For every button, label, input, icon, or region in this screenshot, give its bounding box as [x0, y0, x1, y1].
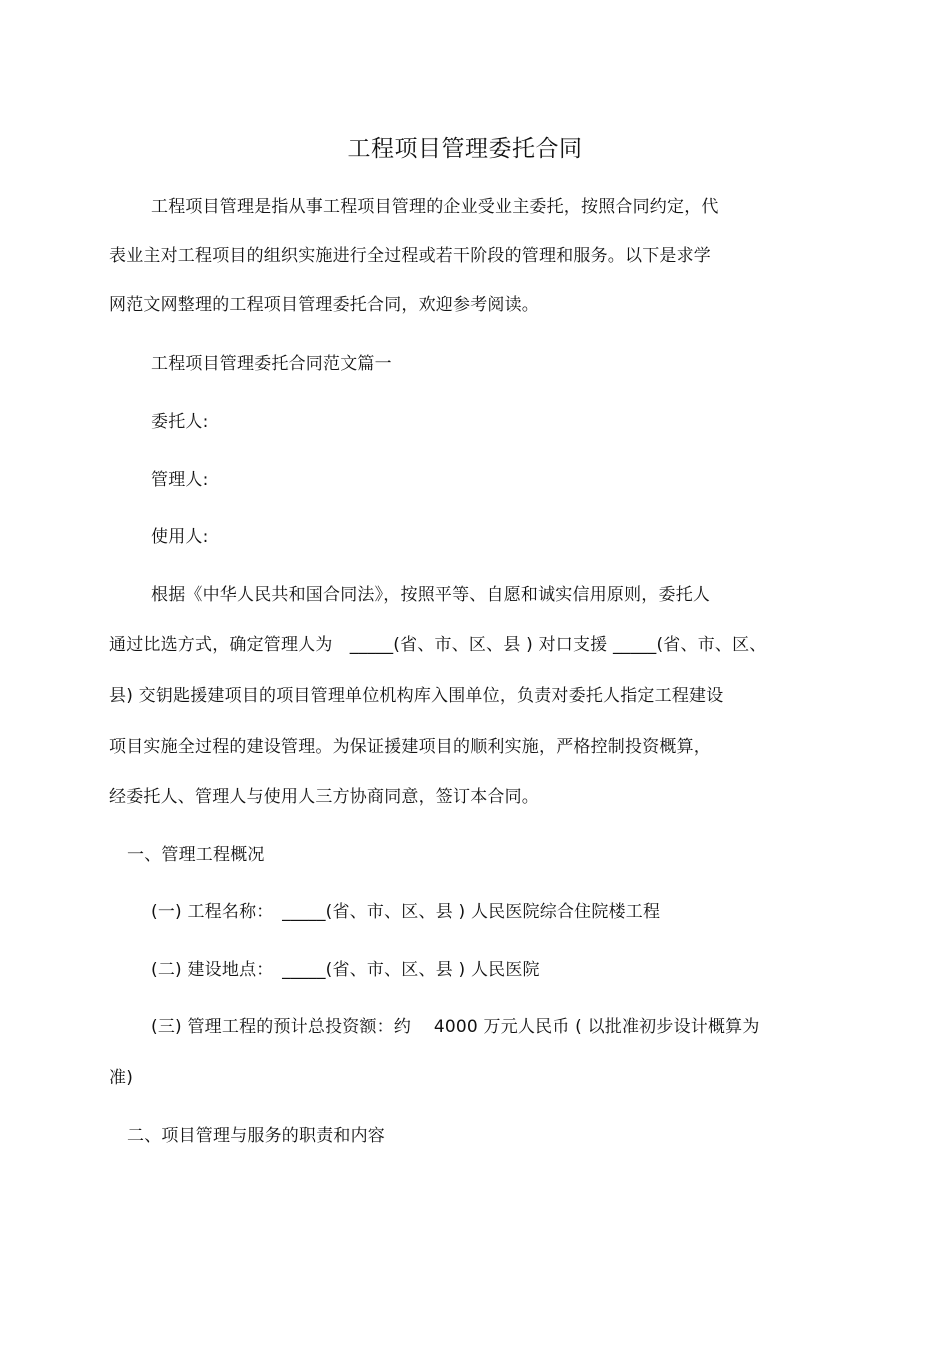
preamble-line-2: 通过比选方式，确定管理人为 _____(省、市、区、县 ) 对口支援 _____(省、市、区、 [109, 635, 767, 655]
preamble-line-3: 县) 交钥匙援建项目的项目管理单位机构库入围单位，负责对委托人指定工程建设 [109, 686, 724, 706]
preamble-line-5: 经委托人、管理人与使用人三方协商同意，签订本合同。 [109, 787, 539, 807]
preamble-line-4: 项目实施全过程的建设管理。为保证援建项目的顺利实施，严格控制投资概算， [109, 737, 711, 757]
section-title: 工程项目管理委托合同范文篇一 [151, 354, 392, 374]
article-1-item-3: (三) 管理工程的预计总投资额：约 4000 万元人民币 ( 以批准初步设计概算为 [151, 1017, 760, 1037]
intro-line-1: 工程项目管理是指从事工程项目管理的企业受业主委托，按照合同约定，代 [151, 197, 719, 217]
document-title: 工程项目管理委托合同 [347, 136, 583, 162]
client-label: 委托人: [151, 412, 209, 432]
article-1-item-3-continued: 准) [109, 1068, 134, 1088]
user-label: 使用人: [151, 527, 209, 547]
intro-line-2: 表业主对工程项目的组织实施进行全过程或若干阶段的管理和服务。以下是求学 [109, 246, 711, 266]
article-1-item-2: (二) 建设地点： _____(省、市、区、县 ) 人民医院 [151, 960, 540, 980]
article-1-heading: 一、管理工程概况 [127, 845, 265, 865]
intro-line-3: 网范文网整理的工程项目管理委托合同，欢迎参考阅读。 [109, 295, 539, 315]
preamble-line-1: 根据《中华人民共和国合同法》，按照平等、自愿和诚实信用原则，委托人 [151, 585, 711, 605]
manager-label: 管理人: [151, 470, 209, 490]
article-1-item-1: (一) 工程名称： _____(省、市、区、县 ) 人民医院综合住院楼工程 [151, 902, 661, 922]
article-2-heading: 二、项目管理与服务的职责和内容 [127, 1126, 385, 1146]
